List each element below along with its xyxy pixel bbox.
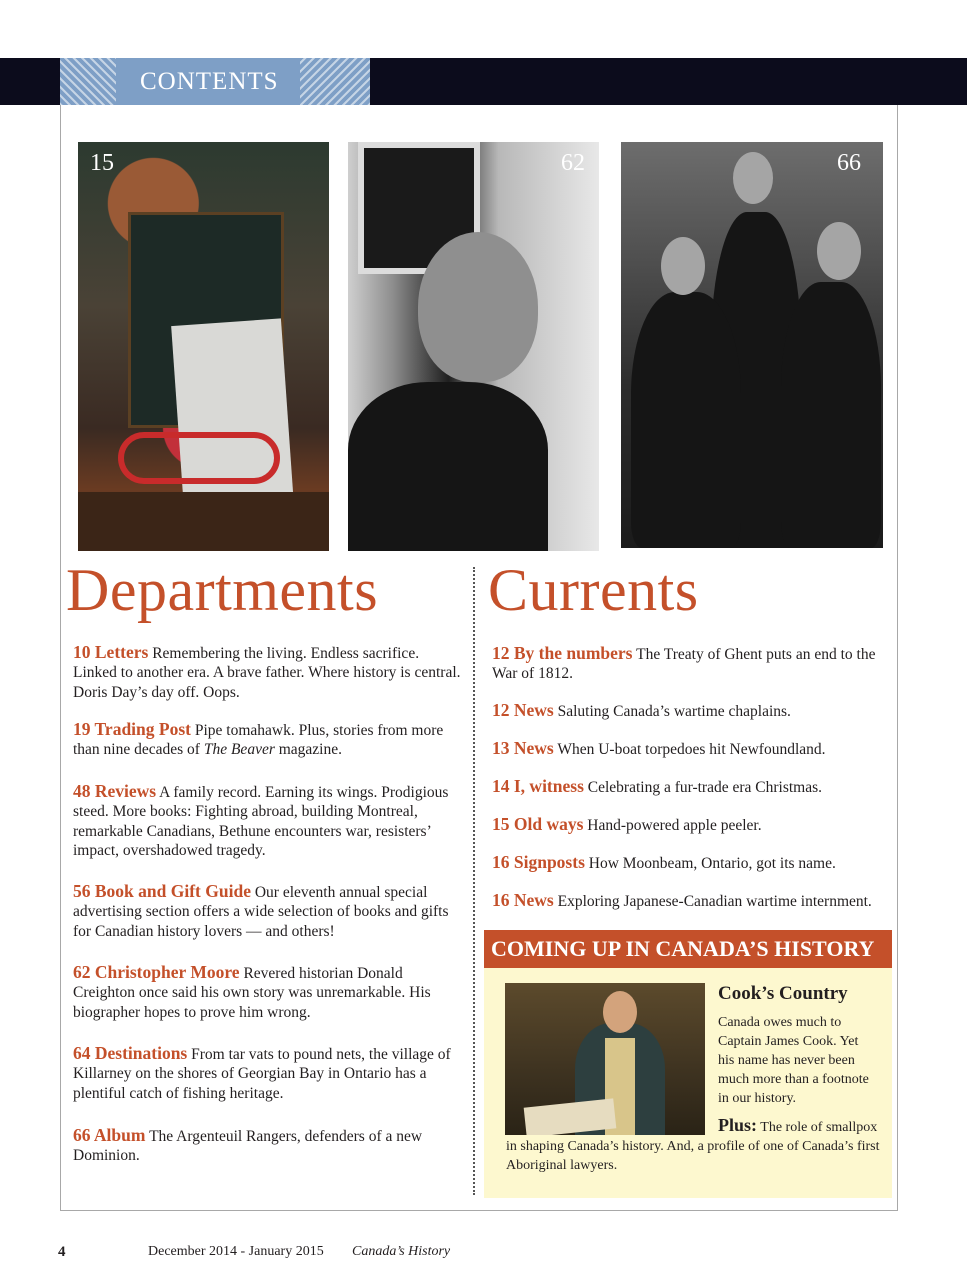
entry-label[interactable]: 15 Old ways — [492, 814, 584, 834]
red-tricycle — [118, 432, 280, 484]
entry-text: Celebrating a fur-trade era Christmas. — [587, 779, 823, 796]
department-entry — [73, 1126, 465, 1166]
entry-text: Pipe tomahawk. Plus, stories from more than nine decades of — [73, 722, 444, 759]
entry-label[interactable]: 48 Reviews — [73, 781, 157, 801]
coming-up-title: COMING UP IN CANADA’S HISTORY — [491, 936, 875, 961]
department-entry — [73, 882, 465, 941]
issue-date: December 2014 - January 2015 — [148, 1244, 324, 1259]
currents-heading: Currents — [488, 557, 699, 623]
entry-label[interactable]: 56 Book and Gift Guide — [73, 881, 251, 901]
contents-tab — [60, 58, 370, 105]
wooden-counter — [78, 492, 329, 551]
portrait-body — [348, 382, 548, 551]
entry-label[interactable]: 16 Signposts — [492, 852, 585, 872]
man-face — [817, 222, 861, 280]
department-entry — [73, 963, 465, 1022]
department-entry — [73, 782, 465, 861]
currents-entry — [492, 853, 896, 873]
officer-face — [661, 237, 705, 295]
entry-label[interactable]: 14 I, witness — [492, 776, 584, 796]
entry-text: How Moonbeam, Ontario, got its name. — [588, 855, 836, 872]
feature-title[interactable]: Cook’s Country — [718, 983, 848, 1004]
plus-text: The role of smallpox in shaping Canada’s history. And, a profile of one of Canada’s first Aboriginal lawyers. — [506, 1120, 880, 1173]
column-divider — [473, 567, 475, 1195]
entry-text: A family record. Earning its wings. Prodigious steed. More books: Fighting abroad, building Montreal, remarkable Canadians, Bethune encounters war, resisters’ impact, overshadowed tragedy. — [73, 784, 449, 860]
photo-museum-display — [78, 142, 329, 551]
entry-text: magazine. — [278, 741, 342, 759]
entry-label[interactable]: 64 Destinations — [73, 1043, 188, 1063]
photo-page-number: 66 — [837, 150, 861, 176]
entry-label[interactable]: 13 News — [492, 738, 554, 758]
entry-text: Revered historian Donald Creighton once said his own story was unremarkable. His biographer hopes to prove him wrong. — [73, 965, 431, 1021]
magazine-name: Canada’s History — [352, 1244, 451, 1259]
tab-stripes-left — [60, 58, 116, 105]
seated-man-right — [781, 282, 881, 548]
entry-text: The Argenteuil Rangers, defenders of a new Dominion. — [73, 1128, 423, 1165]
entry-label[interactable]: 16 News — [492, 890, 554, 910]
entry-label[interactable]: 10 Letters — [73, 642, 149, 662]
page-number: 4 — [58, 1244, 66, 1260]
entry-text: The Treaty of Ghent puts an end to the War of 1812. — [492, 646, 876, 683]
entry-label[interactable]: 66 Album — [73, 1125, 146, 1145]
officer-face — [733, 152, 773, 204]
tab-stripes-right — [300, 58, 370, 105]
department-entry — [73, 1044, 465, 1103]
currents-entry — [492, 891, 896, 911]
entry-label[interactable]: 62 Christopher Moore — [73, 962, 240, 982]
currents-entry — [492, 815, 896, 835]
currents-entry — [492, 644, 896, 684]
photo-portrait-man — [348, 142, 599, 551]
entry-text: When U-boat torpedoes hit Newfoundland. — [557, 741, 826, 758]
magazine-title: The Beaver — [203, 741, 275, 759]
entry-text: Hand-powered apple peeler. — [587, 817, 762, 834]
section-label: CONTENTS — [140, 68, 279, 95]
entry-text: Remembering the living. Endless sacrifice. Linked to another era. A brave father. Where history is central. Doris Day’s day off. Oops. — [73, 645, 461, 701]
photo-page-number: 62 — [561, 150, 585, 176]
photo-page-number: 15 — [90, 150, 114, 176]
entry-label[interactable]: 12 News — [492, 700, 554, 720]
currents-entry — [492, 777, 896, 797]
departments-heading: Departments — [66, 557, 379, 623]
entry-text: Saluting Canada’s wartime chaplains. — [557, 703, 791, 720]
entry-label[interactable]: 19 Trading Post — [73, 719, 191, 739]
entry-text: Exploring Japanese-Canadian wartime internment. — [557, 893, 872, 910]
department-entry — [73, 643, 465, 702]
plus-paragraph — [506, 1116, 882, 1175]
currents-entry — [492, 739, 896, 759]
painting-face — [603, 991, 637, 1033]
entry-label[interactable]: 12 By the numbers — [492, 643, 633, 663]
plus-label: Plus: — [718, 1115, 758, 1135]
portrait-head — [418, 232, 538, 382]
coming-up-banner — [484, 930, 892, 968]
photo-argenteuil-rangers — [621, 142, 883, 548]
entry-text: Our eleventh annual special advertising section offers a wide selection of books and gifts for Canadian history lovers — and others! — [73, 884, 449, 940]
entry-text: From tar vats to pound nets, the village of Killarney on the shores of Georgian Bay in Ontario has a plentiful catch of fishing heritage. — [73, 1046, 451, 1102]
feature-text: Canada owes much to Captain James Cook. Yet his name has never been much more than a footnote in our history. — [718, 1015, 869, 1106]
department-entry — [73, 720, 465, 760]
currents-entry — [492, 701, 896, 721]
seated-officer-left — [631, 292, 741, 548]
captain-cook-painting — [505, 983, 705, 1135]
